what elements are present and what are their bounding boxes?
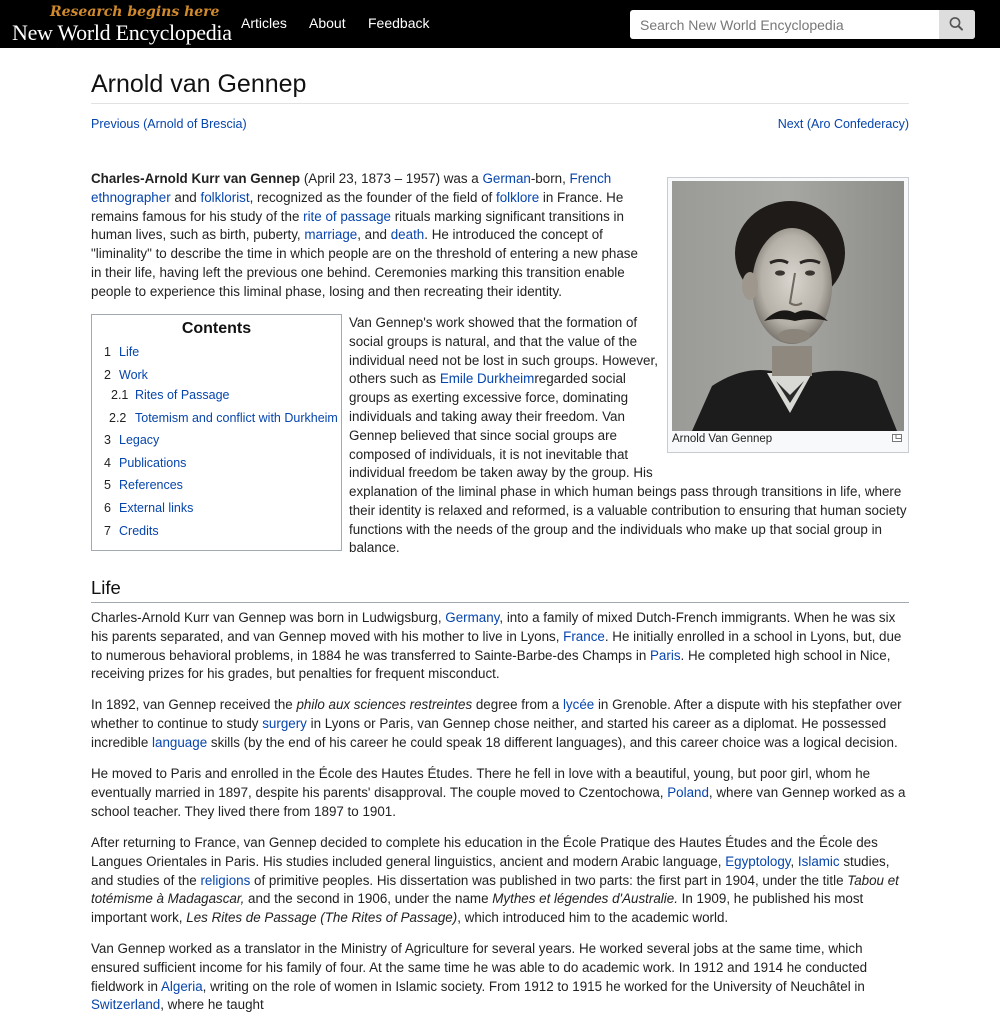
text-span: Van Gennep's work showed that the formation of social groups is natural, and that the value of the individual need not be lost in such groups. However, others such as [349,315,658,387]
text-span: He moved to Paris and enrolled in the École des Hautes Études. There he fell in love with a beautiful, young, but poor girl, whom he eventually married in 1897, despite his parents' disapproval. The couple moved to Czentochowa, [91,766,871,800]
life-paragraph-3 [91,765,909,821]
text-span: , where van Gennep worked as a school teacher. They lived there from 1897 to 1901. [91,784,906,819]
page-title: Arnold van Gennep [91,70,307,98]
toc-label: External links [119,501,194,515]
link-rite-of-passage[interactable]: rite of passage [303,208,391,224]
text-span: degree from a [472,697,563,712]
toc-label: Work [119,368,148,382]
toc-number: 1 [104,345,111,359]
toc-item-totemism[interactable] [109,411,338,425]
link-germany[interactable]: Germany [445,610,500,625]
text-span: , into a family of mixed Dutch-French immigrants. When he was six his parents separated, and van Gennep moved with his mother to live in Lyons, [91,610,896,644]
toc-item-references[interactable] [104,478,183,492]
text-span: studies, and studies of the [91,853,890,888]
link-religions[interactable]: religions [200,872,251,888]
magnifier-icon [939,10,975,39]
link-egyptology[interactable]: Egyptology [725,853,791,869]
subject-name: Charles-Arnold Kurr van Gennep [91,171,301,186]
text-span: , recognized as the founder of the field of [249,189,496,205]
logo-tagline: Research begins here [50,4,220,20]
text-span: regarded social groups as exerting excessive force, dominating individuals and taking away their freedom. Van Gennep believed that since social groups are composed of individuals, it is not inevitable that individual freedom be taken away by the group. His [349,371,653,481]
toc-label: Rites of Passage [135,388,230,402]
site-logo[interactable] [12,2,232,46]
link-switzerland[interactable]: Switzerland [91,997,161,1013]
text-span: In 1892, van Gennep received the [91,697,297,712]
search-box [630,10,975,39]
nav-feedback[interactable]: Feedback [368,15,430,31]
title-divider [91,103,909,104]
enlarge-icon[interactable] [892,434,902,442]
link-folklore[interactable]: folklore [496,189,540,205]
life-paragraph-5 [91,940,909,1015]
toc-label: Legacy [119,433,160,447]
life-paragraph-4 [91,834,909,928]
toc-item-credits[interactable] [104,524,159,538]
previous-article-link[interactable]: Previous (Arnold of Brescia) [91,117,247,131]
text-span: , writing on the role of women in Islamic society. From 1912 to 1915 he worked for the University of Neuchâtel in [202,978,865,994]
link-marriage[interactable]: marriage [304,227,358,243]
toc-item-rites-of-passage[interactable] [111,388,230,402]
text-span: . He introduced the concept of "liminality" to describe the time in which people are on the threshold of entering a new phase in their life, having left the previous one behind. Ceremonies marking this transition enable people to experience this liminal phase, losing and then recreating their identity. [91,227,638,299]
toc-title: Contents [181,320,252,337]
toc-item-life[interactable] [104,345,139,359]
link-lycee[interactable]: lycée [562,697,595,712]
italic-span: Mythes et légendes d'Australie. [492,891,678,907]
toc-number: 3 [104,433,111,447]
italic-span: Tabou et totémisme à Madagascar, [91,872,899,907]
logo-name: New World Encyclopedia [12,20,232,45]
toc-label: Credits [119,524,159,538]
life-paragraph-1 [91,609,909,684]
text-span: . He initially enrolled in a school in Lyons, but, due to numerous behavioral problems, in 1884 he was transferred to Sainte-Barbe-des Champs in [91,628,902,663]
link-algeria[interactable]: Algeria [160,978,203,994]
text-span: In 1909, he published his most important work, [91,891,864,926]
link-language[interactable]: language [152,734,208,750]
toc-number: 5 [104,478,111,492]
intro-paragraph [91,170,651,302]
portrait-image[interactable] [672,181,904,431]
text-span: and [170,189,201,205]
text-span: , where he taught [160,997,264,1013]
link-emile-durkheim[interactable]: Emile Durkheim [439,371,535,387]
text-span: in Lyons or Paris, van Gennep chose neither, and started his career as a diplomat. He possessed incredible [91,715,887,750]
link-islamic[interactable]: Islamic [797,853,840,869]
link-folklorist[interactable]: folklorist [200,189,250,205]
section-heading-life: Life [91,577,121,598]
italic-span: philo aux sciences restreintes [296,697,473,712]
toc-item-work[interactable] [104,368,148,382]
para2-rest [349,371,653,480]
infobox [667,177,909,453]
toc-number: 2.1 [111,388,129,402]
toc-label: Publications [119,456,187,470]
text-span: in Grenoble. After a dispute with his stepfather over whether to continue to study [91,697,902,731]
infobox-caption: Arnold Van Gennep [672,433,773,445]
toc-number: 2.2 [109,411,127,425]
link-france[interactable]: France [563,628,605,644]
toc-number: 7 [104,524,111,538]
toc-item-external-links[interactable] [104,501,193,515]
text-span: , and [357,227,391,243]
link-paris[interactable]: Paris [650,647,681,663]
text-span: , [790,853,798,869]
life-paragraph-2 [91,696,909,752]
link-death[interactable]: death [390,227,425,243]
nav-about[interactable]: About [309,15,346,31]
toc-number: 6 [104,501,111,515]
toc-item-legacy[interactable] [104,433,159,447]
link-french-ethnographer[interactable]: French ethnographer [91,171,612,205]
top-navigation-bar [0,0,1000,48]
toc-number: 4 [104,456,111,470]
table-of-contents [91,314,342,551]
toc-item-publications[interactable] [104,456,186,470]
text-span: Van Gennep worked as a translator in the Ministry of Agriculture for several years. He worked several jobs at the same time, which ensured sufficient income for his family of four. At the same time he was able to do academic work. In 1912 and 1914 he conducted fieldwork in [91,941,868,994]
toc-label: Totemism and conflict with Durkheim [135,411,338,425]
section-divider [91,602,909,603]
text-span: of primitive peoples. His dissertation was published in two parts: the first part in 1904, under the title [250,872,848,888]
text-span: and the second in 1906, under the name [244,891,493,907]
link-german[interactable]: German [482,171,531,186]
text-span: rituals marking significant transitions in human lives, such as birth, puberty, [91,208,624,243]
paragraph-durkheim-bottom: explanation of the liminal phase in which human beings pass through transitions in life, where their identity is relaxed and reformed, is a valuable contribution to ensuring that human society functions with the needs of the group and the individuals who make up that social group in balance. [349,484,907,556]
link-surgery[interactable]: surgery [262,715,307,731]
text-span: skills (by the end of his career he could speak 18 different languages), and this career choice was a logical decision. [207,734,898,750]
text-span: After returning to France, van Gennep decided to complete his education in the École Pratique des Hautes Études and the École des Langues Orientales in Paris. His studies included general linguistics, ancient and modern Arabic language, [91,835,878,869]
italic-span: Les Rites de Passage (The Rites of Passage) [186,910,458,926]
text-span: -born, [530,171,570,186]
toc-label: References [119,478,183,492]
toc-number: 2 [104,368,111,382]
search-button[interactable] [939,10,975,39]
toc-label: Life [119,345,140,359]
text-span: in France. He remains famous for his study of the [91,189,624,224]
link-poland[interactable]: Poland [667,784,709,800]
next-article-link[interactable]: Next (Aro Confederacy) [777,117,909,131]
nav-articles[interactable]: Articles [241,15,287,31]
search-input[interactable] [630,10,938,39]
text-span: (April 23, 1873 – 1957) was a [300,171,483,186]
paragraph-durkheim-top [349,314,665,483]
text-span: Charles-Arnold Kurr van Gennep was born in Ludwigsburg, [91,610,446,625]
text-span: , which introduced him to the academic world. [457,910,729,926]
text-span: . He completed high school in Nice, receiving prizes for his grades, but penalties for frequent misconduct. [91,647,891,682]
